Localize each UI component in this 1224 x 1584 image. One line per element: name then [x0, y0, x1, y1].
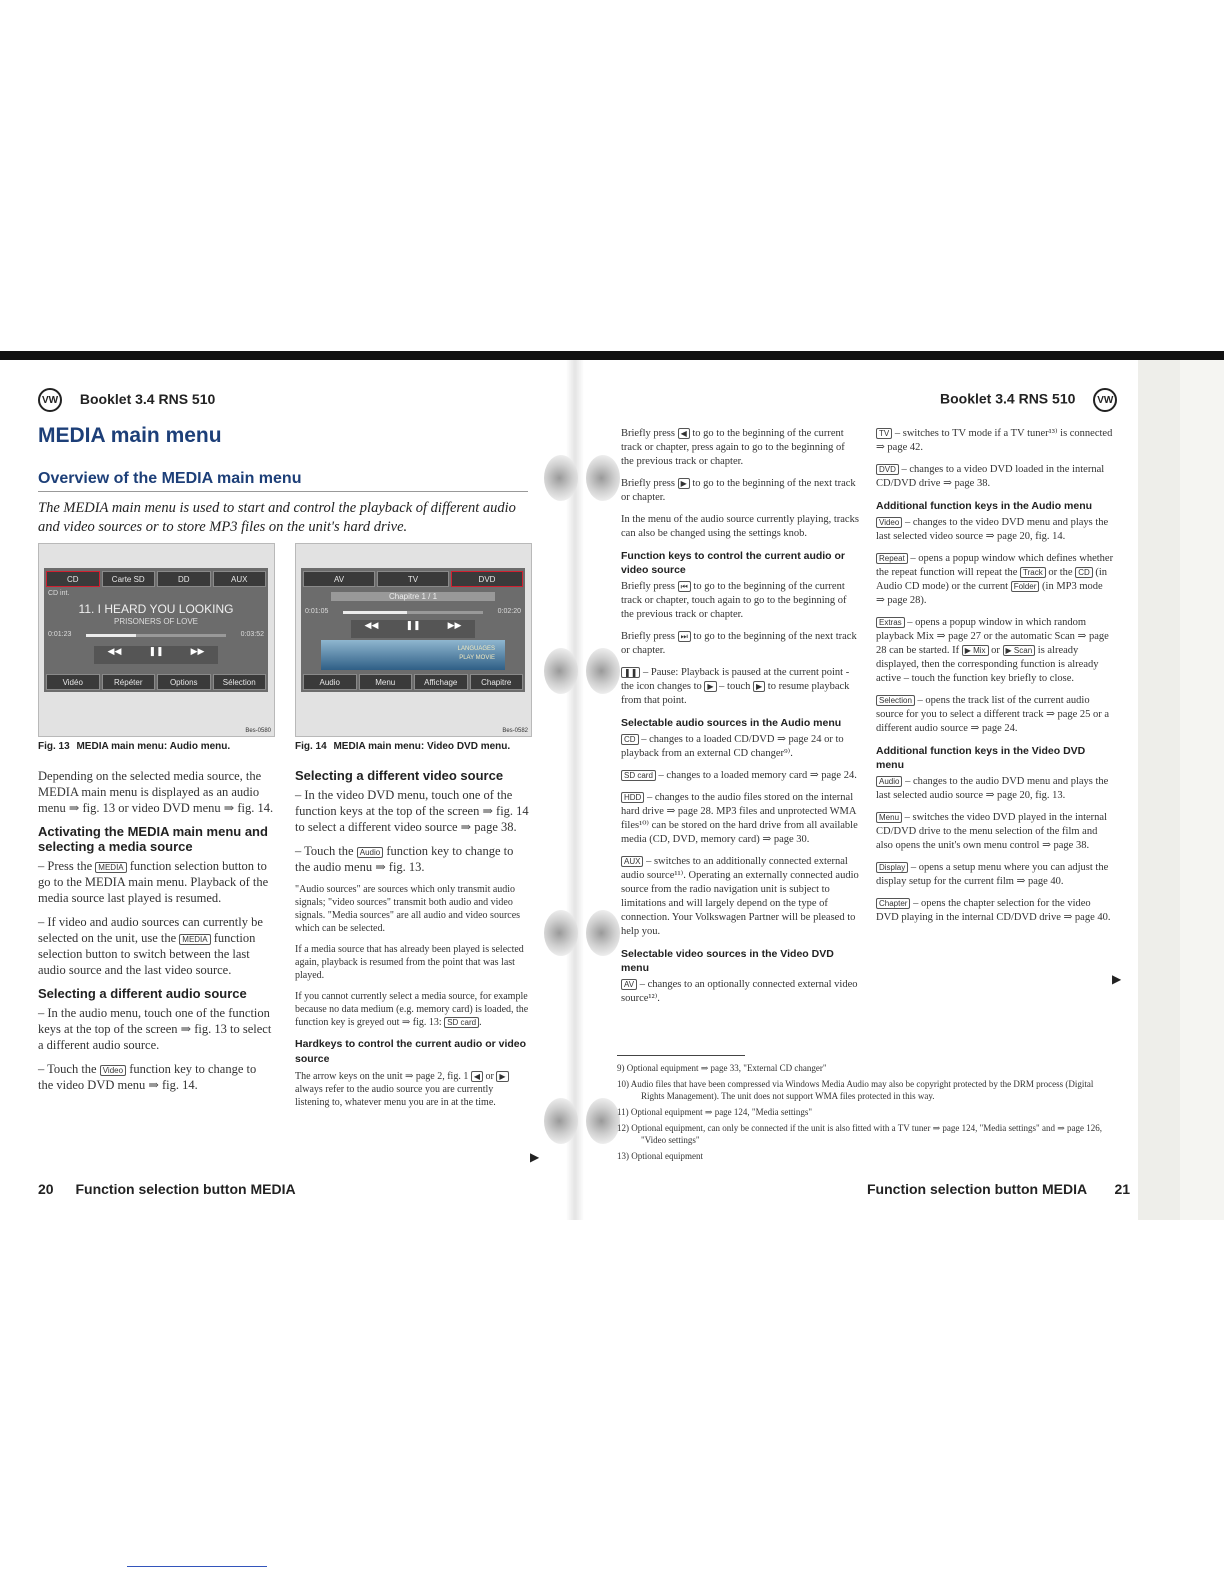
text: to go to the beginning of the current track or chapter, press again to go to the beginning of the previous track or chapter. — [621, 428, 845, 467]
caption-text: MEDIA main menu: Video DVD menu. — [333, 741, 511, 752]
paragraph — [876, 694, 1114, 736]
text: – changes to a loaded memory card ⇒ page 24. — [658, 770, 857, 781]
paragraph: In the menu of the audio source currently playing, tracks can also be changed using the settings knob. — [621, 514, 859, 539]
text: Briefly press — [621, 478, 675, 489]
figure-13 — [38, 543, 275, 737]
video-button: Vidéo — [46, 674, 100, 690]
text: or — [485, 1071, 494, 1082]
text: – changes to the video DVD menu and plays the last selected video source ⇒ page 20, fig. 14. — [876, 517, 1109, 542]
options-button: Options — [157, 674, 211, 690]
figure-code: Bes-0580 — [245, 728, 271, 734]
text: function key to change to the video DVD menu ⇒ fig. 14. — [38, 1062, 257, 1092]
paragraph — [876, 463, 1114, 491]
tab-av: AV — [303, 571, 375, 587]
video-key-icon: Video — [876, 517, 902, 528]
text: – changes to a loaded CD/DVD ⇒ page 24 or to playback from an external CD changer⁹⁾. — [621, 734, 844, 759]
progress-bar — [86, 634, 226, 637]
binding-hole — [586, 455, 620, 501]
text: function selection button to switch between the last audio source and the last video source. — [38, 931, 256, 977]
text: to go to the beginning of the next track or chapter. — [621, 631, 857, 656]
paragraph — [876, 861, 1114, 889]
continue-arrow-icon: ▶ — [530, 1150, 540, 1164]
audio-menu-screen — [44, 568, 268, 692]
footnote: 12) Optional equipment, can only be connected if the unit is also fitted with a TV tuner ⇒ page 124, "Media settings" and ⇒ page 126, "Video settings" — [617, 1123, 1102, 1145]
note: "Audio sources" are sources which only transmit audio signals; "video sources" transmit both audio and video signals. "Media sources" are all audio and video sources which can be selected. — [295, 884, 521, 934]
display-button: Affichage — [414, 674, 468, 690]
video-elapsed-time: 0:01:05 — [305, 608, 329, 615]
selection-key-icon: Selection — [876, 695, 915, 706]
text: function key to change to the audio menu ⇒ fig. 13. — [295, 844, 514, 874]
track-title: 11. I HEARD YOU LOOKING — [78, 602, 234, 616]
paragraph — [621, 666, 859, 708]
text: – opens a setup menu where you can adjust the display setup for the current film ⇒ page 40. — [876, 862, 1109, 887]
paragraph — [38, 1061, 274, 1093]
page-edge-strip-outer — [1180, 360, 1224, 1220]
vw-logo-icon: VW — [1093, 388, 1117, 412]
menu-button: Menu — [359, 674, 413, 690]
chapter-key-icon: Chapter — [876, 898, 910, 909]
chapter-button: Chapitre — [470, 674, 524, 690]
vw-logo-icon: VW — [38, 388, 62, 412]
paragraph — [876, 516, 1114, 544]
paragraph — [621, 791, 859, 847]
prev-key-icon: ◀ — [678, 428, 690, 439]
pause-icon: ❚❚ — [148, 646, 164, 656]
elapsed-time: 0:01:23 — [48, 631, 72, 638]
mix-key-icon: ▶ Mix — [962, 645, 989, 656]
text: – switches to an additionally connected external audio source¹¹⁾. Operating an externally connected audio source from the radio navigation unit is subject to limitations and will largely depend on the type of connection. Your Volkswagen Partner will be pleased to help you. — [621, 856, 859, 937]
text: or — [991, 645, 1000, 656]
paragraph — [876, 811, 1114, 853]
text: If you cannot currently select a media source, for example because no data medium (e.g. memory card) is loaded, the function key is greyed out ⇒ fig. 13: — [295, 991, 529, 1028]
source-label: CD int. — [48, 590, 70, 597]
figure-14-caption — [295, 741, 510, 752]
text: – changes to the audio DVD menu and plays the last selected audio source ⇒ page 20, fig. 13. — [876, 776, 1109, 801]
dvd-menu-image — [321, 640, 505, 670]
text: – switches to TV mode if a TV tuner¹³⁾ is connected ⇒ page 42. — [876, 428, 1113, 453]
track-key-icon: Track — [1020, 567, 1046, 578]
video-playback-controls — [351, 620, 475, 638]
progress-fill — [86, 634, 136, 637]
menu-key-icon: Menu — [876, 812, 902, 823]
text: – changes to the audio files stored on the internal hard drive ⇒ page 28. MP3 files and unprotected WMA files¹⁰⁾ can be stored on the hard drive from all available media (CD, DVD, memory card) ⇒ page 30. — [621, 792, 858, 845]
top-black-bar — [0, 351, 1224, 360]
footnote: 13) Optional equipment — [617, 1151, 703, 1161]
second-column — [295, 768, 530, 1117]
text: – Touch the — [295, 844, 354, 858]
paragraph: Depending on the selected media source, the MEDIA main menu is displayed as an audio menu ⇒ fig. 13 or video DVD menu ⇒ fig. 14. — [38, 769, 274, 815]
section-heading: Hardkeys to control the current audio or video source — [295, 1038, 527, 1065]
section-subtitle: Overview of the MEDIA main menu — [38, 470, 302, 487]
sd-card-key-icon: SD card — [621, 770, 656, 781]
video-total-time: 0:02:20 — [497, 608, 521, 615]
text: – Pause: Playback is paused at the current point - the icon changes to — [621, 667, 850, 692]
sd-card-key-icon: SD card — [444, 1017, 479, 1028]
tab-aux: AUX — [213, 571, 267, 587]
section-heading: Additional function keys in the Audio menu — [876, 500, 1093, 512]
left-footer — [38, 1181, 296, 1197]
footnote: 9) Optional equipment ⇒ page 33, "External CD changer" — [617, 1063, 827, 1073]
play-key-icon: ▶ — [704, 681, 716, 692]
text: – opens the chapter selection for the video DVD playing in the internal CD/DVD drive ⇒ page 40. — [876, 898, 1111, 923]
binding-hole — [586, 648, 620, 694]
text: – Touch the — [38, 1062, 97, 1076]
paragraph — [876, 427, 1114, 455]
audio-key-icon: Audio — [876, 776, 902, 787]
next-key-icon: ▶ — [678, 478, 690, 489]
paragraph: – In the audio menu, touch one of the function keys at the top of the screen ⇒ fig. 13 to select a different audio source. — [38, 1006, 272, 1052]
text: – switches the video DVD played in the internal CD/DVD drive to the menu selection of the film and also opens the unit's own menu control ⇒ page 38. — [876, 812, 1108, 851]
prev-key-icon: ◀ — [471, 1071, 483, 1082]
text: – opens a popup window which defines whether the repeat function will repeat the — [876, 553, 1114, 578]
text: always refer to the audio source you are currently listening to, whatever menu you are in at the time. — [295, 1084, 496, 1108]
figure-14 — [295, 543, 532, 737]
text: – Press the — [38, 859, 93, 873]
text: Briefly press — [621, 631, 675, 642]
skip-forward-key-icon: ⏭ — [678, 631, 691, 642]
skip-back-icon: ◀◀ — [107, 646, 122, 656]
left-header — [38, 388, 215, 412]
dvd-menu-line-2: PLAY MOVIE — [459, 655, 495, 661]
audio-source-tabs — [46, 571, 266, 587]
paragraph: – In the video DVD menu, touch one of the function keys at the top of the screen ⇒ fig. 14 to select a different video source ⇒ page 38. — [295, 788, 529, 834]
note: If a media source that has already been played is selected again, playback is resumed from the point that was last played. — [295, 944, 524, 981]
text: (in MP3 mode ⇒ page 28). — [876, 581, 1103, 606]
text: (in Audio CD mode) or the current — [876, 567, 1108, 592]
text: – opens a popup window in which random playback Mix ⇒ page 27 or the automatic Scan ⇒ page 28 can be started. If — [876, 617, 1109, 656]
text: function selection button to go to the MEDIA main menu. Playback of the media source last played is resumed. — [38, 859, 269, 905]
continue-arrow-icon: ▶ — [1112, 972, 1122, 986]
paragraph — [621, 427, 859, 469]
binding-hole — [586, 910, 620, 956]
intro-paragraph: The MEDIA main menu is used to start and control the playback of different audio and video sources or to store MP3 files on the unit's hard drive. — [38, 500, 516, 535]
text: – opens the track list of the current audio source for you to select a different track ⇒ page 25 or a different audio source ⇒ page 24. — [876, 695, 1110, 734]
section-heading: Selectable video sources in the Video DVD menu — [621, 948, 834, 974]
hdd-key-icon: HDD — [621, 792, 644, 803]
footnote: 11) Optional equipment ⇒ page 124, "Media settings" — [617, 1107, 813, 1117]
extras-key-icon: Extras — [876, 617, 905, 628]
video-function-buttons — [303, 674, 523, 690]
right-header — [940, 388, 1117, 412]
paragraph — [621, 978, 859, 1006]
paragraph — [876, 775, 1114, 803]
skip-forward-icon: ▶▶ — [190, 646, 205, 656]
third-column — [621, 427, 859, 1014]
caption-label: Fig. 14 — [295, 741, 327, 752]
video-menu-screen — [301, 568, 525, 692]
right-footer — [867, 1181, 1130, 1197]
caption-text: MEDIA main menu: Audio menu. — [76, 741, 231, 752]
tab-dvd: DVD — [451, 571, 523, 587]
scan-key-icon: ▶ Scan — [1003, 645, 1036, 656]
text: The arrow keys on the unit ⇒ page 2, fig. 1 — [295, 1071, 469, 1082]
repeat-button: Répéter — [102, 674, 156, 690]
selection-button: Sélection — [213, 674, 267, 690]
cd-key-icon: CD — [1075, 567, 1093, 578]
paragraph — [295, 843, 530, 875]
video-progress-fill — [343, 611, 407, 614]
page-number: 20 — [38, 1181, 54, 1197]
paragraph — [621, 580, 859, 622]
next-key-icon: ▶ — [496, 1071, 508, 1082]
text: – changes to an optionally connected external video source¹²⁾. — [621, 979, 858, 1004]
text: or the — [1048, 567, 1073, 578]
paragraph — [876, 552, 1114, 608]
skip-back-key-icon: ⏮ — [678, 581, 691, 592]
play-key-icon: ▶ — [753, 681, 765, 692]
footnotes — [617, 1062, 1117, 1166]
audio-function-buttons — [46, 674, 266, 690]
dvd-menu-line-1: LANGUAGES — [457, 646, 495, 652]
media-key-icon: MEDIA — [179, 934, 210, 945]
caption-label: Fig. 13 — [38, 741, 70, 752]
section-heading: Additional function keys in the Video DVD menu — [876, 745, 1086, 771]
skip-forward-icon: ▶▶ — [447, 620, 462, 630]
section-heading: Selectable audio sources in the Audio menu — [621, 717, 842, 729]
total-time: 0:03:52 — [240, 631, 264, 638]
video-progress-bar — [343, 611, 483, 614]
footnote: 10) Audio files that have been compressed via Windows Media Audio may also be copyright protected by the DRM process (Digital Rights Management). The unit does not support WMA files protected in this way. — [617, 1079, 1094, 1101]
figure-13-caption — [38, 741, 230, 752]
video-source-tabs — [303, 571, 523, 587]
page-number: 21 — [1114, 1181, 1131, 1197]
skip-back-icon: ◀◀ — [364, 620, 379, 630]
section-heading: Activating the MEDIA main menu and selecting a media source — [38, 824, 268, 854]
chapter-indicator: Chapitre 1 / 1 — [331, 592, 495, 601]
left-header-text: Booklet 3.4 RNS 510 — [79, 390, 216, 407]
paragraph — [621, 477, 859, 505]
binding-hole — [544, 648, 578, 694]
page-title: MEDIA main menu — [38, 424, 222, 447]
paragraph — [38, 914, 274, 978]
paragraph — [621, 769, 859, 783]
text: is already displayed, then the corresponding function is already active – touch the function key briefly to close. — [876, 645, 1099, 684]
cd-key-icon: CD — [621, 734, 639, 745]
left-column — [38, 768, 274, 1101]
note: If you cannot currently select a media source, for example because no data medium (e.g. memory card) is loaded, the function key is greyed out ⇒ fig. 13: SD card . — [295, 991, 529, 1028]
footer-title: Function selection button MEDIA — [75, 1181, 296, 1197]
subtitle-rule — [38, 491, 528, 492]
text: – changes to a video DVD loaded in the internal CD/DVD drive ⇒ page 38. — [876, 464, 1105, 489]
pause-key-icon: ❚❚ — [621, 667, 640, 678]
paragraph — [295, 1070, 530, 1109]
paragraph — [876, 897, 1114, 925]
binding-hole — [544, 910, 578, 956]
audio-button: Audio — [303, 674, 357, 690]
audio-key-icon: Audio — [357, 847, 383, 858]
right-header-text: Booklet 3.4 RNS 510 — [940, 390, 1076, 407]
section-heading: Selecting a different audio source — [38, 986, 247, 1001]
playback-controls — [94, 646, 218, 664]
paragraph — [621, 630, 859, 658]
media-key-icon: MEDIA — [95, 862, 126, 873]
repeat-key-icon: Repeat — [876, 553, 908, 564]
paragraph — [876, 616, 1114, 686]
text: to go to the beginning of the current track or chapter, touch again to go to the beginning of the previous track or chapter. — [621, 581, 847, 620]
tab-tv: TV — [377, 571, 449, 587]
binding-hole — [544, 1098, 578, 1144]
figure-code: Bes-0582 — [502, 728, 528, 734]
text: Briefly press — [621, 581, 675, 592]
fourth-column — [876, 427, 1114, 933]
pause-icon: ❚❚ — [405, 620, 421, 630]
footer-title: Function selection button MEDIA — [867, 1181, 1087, 1197]
tab-dd: DD — [157, 571, 211, 587]
tab-sd-card: Carte SD — [102, 571, 156, 587]
paragraph — [38, 858, 274, 906]
folder-key-icon: Folder — [1011, 581, 1040, 592]
paragraph — [621, 855, 859, 939]
video-key-icon: Video — [100, 1065, 126, 1076]
binding-hole — [586, 1098, 620, 1144]
section-heading: Selecting a different video source — [295, 768, 504, 783]
section-heading: Function keys to control the current audio or video source — [621, 550, 846, 576]
tab-cd: CD — [46, 571, 100, 587]
text: – touch — [719, 681, 751, 692]
text: Briefly press — [621, 428, 675, 439]
text: – If video and audio sources can currently be selected on the unit, use the — [38, 915, 263, 945]
text: to go to the beginning of the next track or chapter. — [621, 478, 856, 503]
paragraph — [621, 733, 859, 761]
text: to resume playback from that point. — [621, 681, 850, 706]
tv-key-icon: TV — [876, 428, 892, 439]
display-key-icon: Display — [876, 862, 908, 873]
footnote-rule — [617, 1055, 745, 1056]
av-key-icon: AV — [621, 979, 637, 990]
artist-name: PRISONERS OF LOVE — [113, 617, 199, 626]
bottom-blue-line — [127, 1566, 267, 1567]
binding-hole — [544, 455, 578, 501]
dvd-key-icon: DVD — [876, 464, 899, 475]
aux-key-icon: AUX — [621, 856, 643, 867]
